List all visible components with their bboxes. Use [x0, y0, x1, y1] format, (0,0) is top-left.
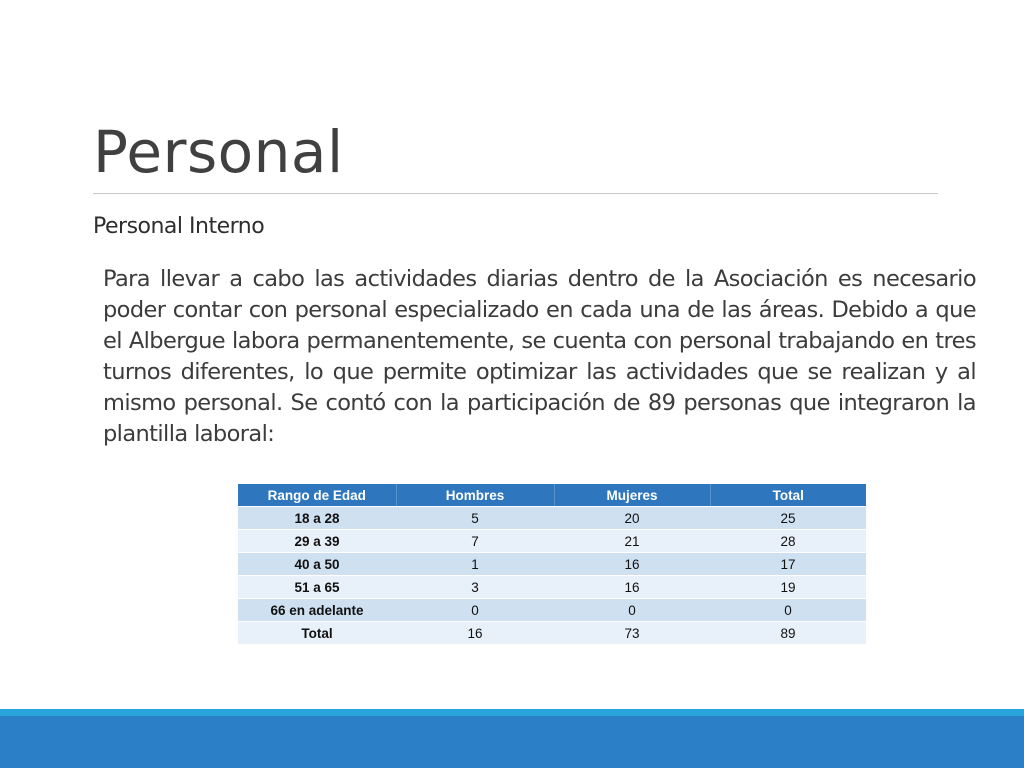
cell-total: 25 — [710, 507, 866, 530]
cell-women: 73 — [554, 622, 710, 645]
cell-total: 28 — [710, 530, 866, 553]
cell-men: 5 — [396, 507, 554, 530]
cell-women: 20 — [554, 507, 710, 530]
cell-total: 19 — [710, 576, 866, 599]
table-row — [238, 507, 866, 530]
cell-age-range: Total — [238, 622, 396, 645]
cell-women: 16 — [554, 553, 710, 576]
header-total: Total — [710, 484, 866, 507]
cell-men: 3 — [396, 576, 554, 599]
table-row — [238, 553, 866, 576]
table-total-row — [238, 622, 866, 645]
footer-accent-stripe — [0, 709, 1024, 716]
slide-title: Personal — [93, 118, 344, 186]
cell-men: 0 — [396, 599, 554, 622]
cell-age-range: 18 a 28 — [238, 507, 396, 530]
cell-age-range: 29 a 39 — [238, 530, 396, 553]
table-row — [238, 599, 866, 622]
cell-men: 16 — [396, 622, 554, 645]
cell-age-range: 66 en adelante — [238, 599, 396, 622]
cell-men: 7 — [396, 530, 554, 553]
footer-band — [0, 716, 1024, 768]
slide-body-text: Para llevar a cabo las actividades diarias dentro de la Asociación es necesario poder contar con personal especializado en cada una de las áreas. Debido a que el Albergue labora permanentemente, se cuenta con personal trabajando en tres turnos diferentes, lo que permite optimizar las actividades que se realizan y al mismo personal. Se contó con la participación de 89 personas que integraron la plantilla laboral: — [103, 266, 976, 447]
cell-men: 1 — [396, 553, 554, 576]
table-row — [238, 530, 866, 553]
cell-women: 0 — [554, 599, 710, 622]
cell-women: 21 — [554, 530, 710, 553]
cell-women: 16 — [554, 576, 710, 599]
table-row — [238, 576, 866, 599]
title-divider — [93, 193, 938, 194]
staff-age-table — [238, 484, 866, 645]
cell-age-range: 40 a 50 — [238, 553, 396, 576]
slide-subtitle: Personal Interno — [93, 214, 265, 239]
header-age-range: Rango de Edad — [238, 484, 396, 507]
header-men: Hombres — [396, 484, 554, 507]
header-women: Mujeres — [554, 484, 710, 507]
cell-age-range: 51 a 65 — [238, 576, 396, 599]
cell-total: 0 — [710, 599, 866, 622]
table-header-row — [238, 484, 866, 507]
cell-total: 17 — [710, 553, 866, 576]
cell-total: 89 — [710, 622, 866, 645]
